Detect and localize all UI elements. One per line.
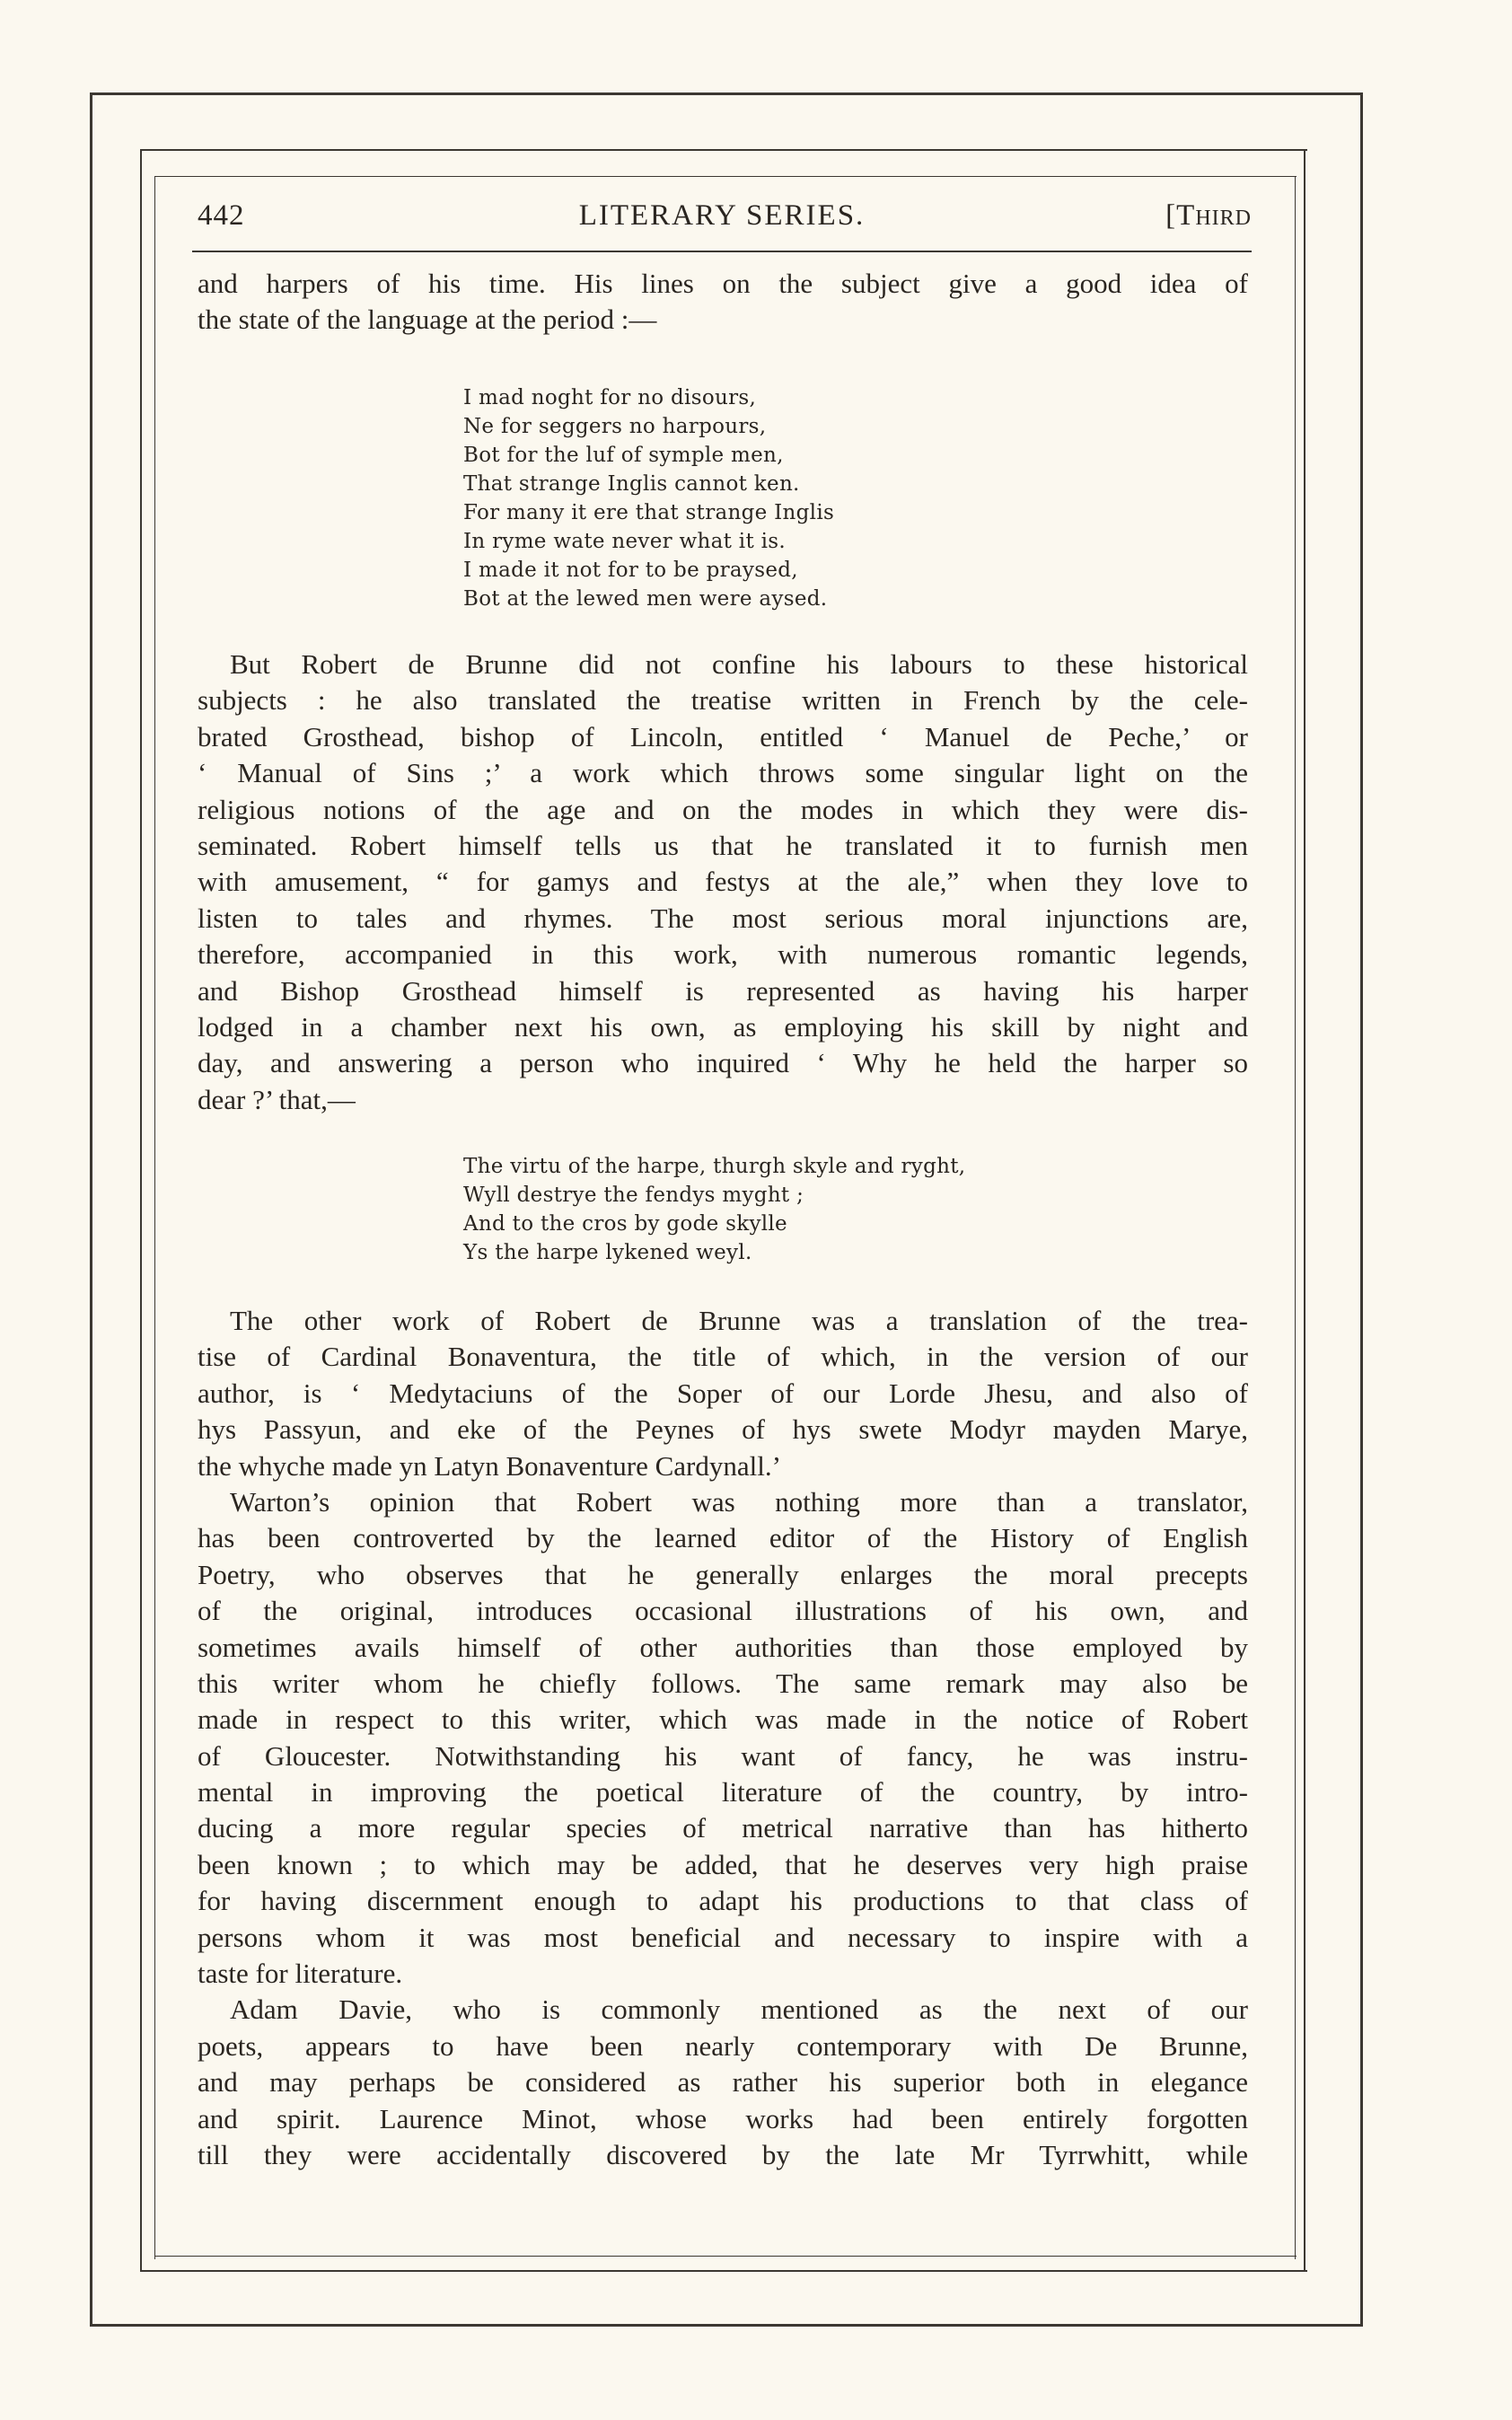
verse-line: Bot for the luf of symple men, <box>463 444 784 467</box>
text-line: ducing a more regular species of metrical narrative than has hitherto <box>198 1812 1248 1844</box>
text-line: therefore, accompanied in this work, with numerous romantic legends, <box>198 938 1248 971</box>
text-line: lodged in a chamber next his own, as employing his skill by night and <box>198 1010 1248 1043</box>
inner-frame-left-fine <box>154 176 155 2259</box>
verse-line: The virtu of the harpe, thurgh skyle and ryght, <box>463 1155 966 1178</box>
verse-line: And to the cros by gode skylle <box>463 1212 787 1236</box>
outer-frame-right <box>1360 92 1363 2327</box>
outer-frame-left <box>90 92 92 2327</box>
header-rule <box>192 251 1252 252</box>
text-line: and Bishop Grosthead himself is represented as having his harper <box>198 974 1248 1007</box>
text-line: the state of the language at the period :— <box>198 304 657 336</box>
inner-frame-left <box>140 149 142 2272</box>
text-line: author, is ‘ Medytaciuns of the Soper of our Lorde Jhesu, and also of <box>198 1377 1248 1409</box>
page-number: 442 <box>198 199 245 232</box>
outer-frame-bottom <box>90 2324 1363 2327</box>
verse-line: Ne for seggers no harpours, <box>463 415 767 438</box>
paragraph-intro <box>198 266 1248 339</box>
text-line: this writer whom he chiefly follows. The same remark may also be <box>198 1667 1248 1699</box>
verse-line: For many it ere that strange Inglis <box>463 501 835 524</box>
running-title: LITERARY SERIES. <box>578 199 866 232</box>
verse-line: That strange Inglis cannot ken. <box>463 472 800 496</box>
verse-quote-2 <box>463 1152 965 1267</box>
text-line: subjects : he also translated the treatise written in French by the cele- <box>198 684 1248 717</box>
text-line: The other work of Robert de Brunne was a translation of the trea- <box>230 1305 1248 1336</box>
text-line: of Gloucester. Notwithstanding his want of fancy, he was instru- <box>198 1739 1248 1772</box>
text-line: hys Passyun, and eke of the Peynes of hys swete Modyr mayden Marye, <box>198 1413 1248 1446</box>
verse-line: In ryme wate never what it is. <box>463 530 786 553</box>
text-line: has been controverted by the learned editor of the History of English <box>198 1522 1248 1554</box>
text-line: persons whom it was most beneficial and necessary to inspire with a <box>198 1921 1248 1953</box>
paragraph-bonaventura <box>198 1303 1248 2173</box>
section-label-rest: HIRD <box>1195 207 1252 230</box>
text-line: Poetry, who observes that he generally enlarges the moral precepts <box>198 1558 1248 1590</box>
verse-line: Bot at the lewed men were aysed. <box>463 587 828 611</box>
text-line: for having discernment enough to adapt his productions to that class of <box>198 1885 1248 1917</box>
running-header <box>192 199 1252 244</box>
text-line: the whyche made yn Latyn Bonaventure Cardynall.’ <box>198 1449 781 1482</box>
text-line: But Robert de Brunne did not confine his labours to these historical <box>230 648 1248 680</box>
inner-frame-right <box>1304 149 1305 2272</box>
text-line: of the original, introduces occasional illustrations of his own, and <box>198 1595 1248 1627</box>
text-line: sometimes avails himself of other authorities than those employed by <box>198 1631 1248 1663</box>
inner-frame-top-fine <box>154 176 1297 177</box>
text-line: made in respect to this writer, which was made in the notice of Robert <box>198 1703 1248 1736</box>
text-line: poets, appears to have been nearly contemporary with De Brunne, <box>198 2029 1248 2062</box>
text-line: brated Grosthead, bishop of Lincoln, entitled ‘ Manuel de Peche,’ or <box>198 720 1248 752</box>
text-line: listen to tales and rhymes. The most serious moral injunctions are, <box>198 902 1248 934</box>
text-line: and may perhaps be considered as rather his superior both in elegance <box>198 2066 1248 2099</box>
inner-frame-top <box>140 149 1307 151</box>
verse-line: Ys the harpe lykened weyl. <box>463 1241 752 1264</box>
verse-line: Wyll destrye the fendys myght ; <box>463 1184 804 1207</box>
verse-quote-1 <box>463 383 834 613</box>
verse-line: I made it not for to be praysed, <box>463 559 798 582</box>
text-line: mental in improving the poetical literature of the country, by intro- <box>198 1776 1248 1808</box>
outer-frame-top <box>90 92 1363 95</box>
text-line: and spirit. Laurence Minot, whose works had been entirely forgotten <box>198 2102 1248 2134</box>
text-line: ‘ Manual of Sins ;’ a work which throws some singular light on the <box>198 757 1248 789</box>
inner-frame-right-fine <box>1295 176 1296 2259</box>
section-label <box>1165 199 1252 233</box>
inner-frame-bottom-fine <box>154 2256 1297 2257</box>
text-line: and harpers of his time. His lines on the subject give a good idea of <box>198 268 1248 299</box>
text-line: day, and answering a person who inquired ‘ Why he held the harper so <box>198 1047 1248 1079</box>
text-line: tise of Cardinal Bonaventura, the title of which, in the version of our <box>198 1341 1248 1373</box>
paragraph-manuel-de-peche <box>198 647 1248 1118</box>
section-label-bracket: [T <box>1165 199 1196 232</box>
text-line: taste for literature. <box>198 1958 403 1990</box>
text-line: been known ; to which may be added, that he deserves very high praise <box>198 1848 1248 1880</box>
text-line: dear ?’ that,— <box>198 1083 356 1115</box>
text-line: religious notions of the age and on the modes in which they were dis- <box>198 793 1248 825</box>
text-line: with amusement, “ for gamys and festys at the ale,” when they love to <box>198 866 1248 898</box>
text-line: Warton’s opinion that Robert was nothing more than a translator, <box>230 1485 1248 1518</box>
text-line: till they were accidentally discovered by the late Mr Tyrrwhitt, while <box>198 2138 1248 2170</box>
text-line: seminated. Robert himself tells us that he translated it to furnish men <box>198 829 1248 861</box>
text-line: Adam Davie, who is commonly mentioned as the next of our <box>230 1993 1248 2026</box>
verse-line: I mad noght for no disours, <box>463 386 757 409</box>
inner-frame-bottom <box>140 2270 1307 2272</box>
